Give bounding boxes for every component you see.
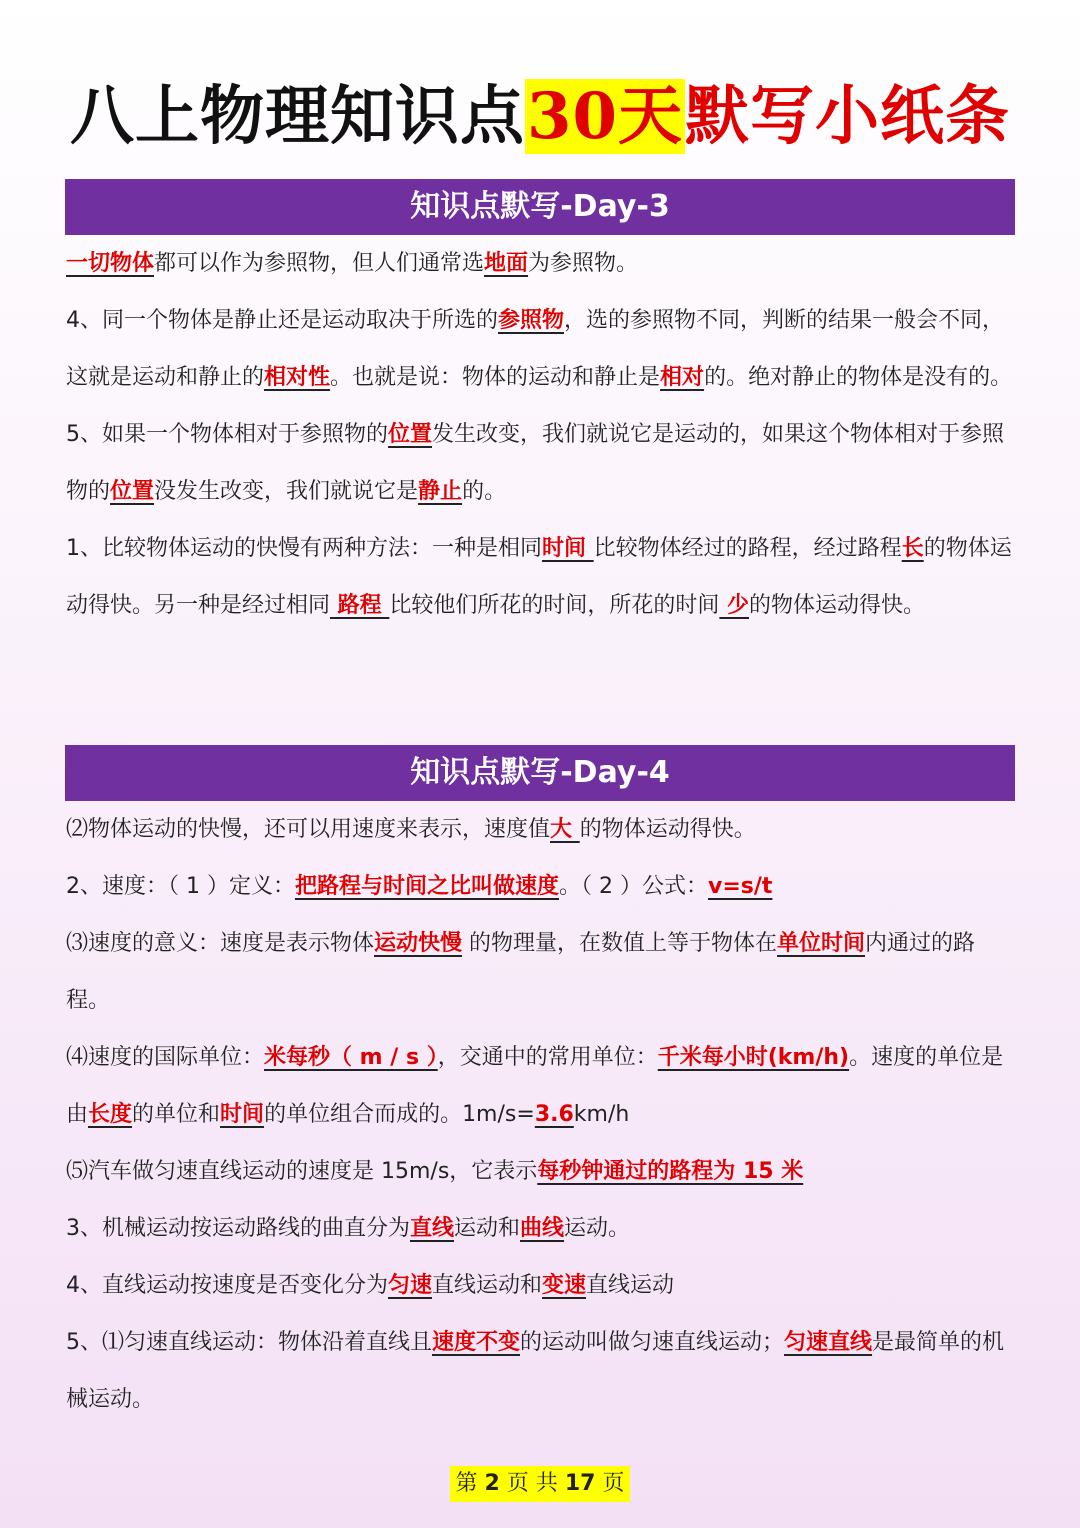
current-page-number: 2 [484,1471,500,1496]
text: ⑵物体运动的快慢，还可以用速度来表示，速度值 [66,817,551,842]
day4-content [66,801,1016,1428]
day3-line-1 [66,235,1016,292]
text: 是最简单的机械运动。 [66,1330,1005,1412]
title-highlight: 30天 [526,79,684,154]
text: 2、速度：（ 1 ）定义： [66,874,295,899]
answer: 长度 [88,1102,133,1127]
text: 没发生改变，我们就说它是 [154,479,419,504]
answer: 静止 [418,479,463,504]
text: 的运动叫做匀速直线运动； [520,1330,785,1355]
text: 的物理量，在数值上等于物体在 [462,931,778,956]
day4-line-3 [66,915,1016,1029]
day4-line-6 [66,1200,1016,1257]
text: 运动和 [454,1216,521,1241]
day4-line-5 [66,1143,1016,1200]
text: 4、直线运动按速度是否变化分为 [66,1273,388,1298]
text: 直线运动 [586,1273,675,1298]
text: km/h [573,1102,630,1127]
answer: 时间 [220,1102,265,1127]
answer: 路程 [330,593,390,618]
answer: 地面 [484,251,529,276]
text: 的物体运动得快。 [579,817,756,842]
answer: 长 [901,536,924,561]
day3-line-3 [66,406,1016,520]
answer: 时间 [542,536,594,561]
text: 发生改变，我们就说它是运动的，如果这个物体相对于参照物的 [66,422,1005,504]
answer: 匀速直线 [784,1330,873,1355]
text: ⑶速度的意义：速度是表示物体 [66,931,375,956]
text: ，交通中的常用单位： [437,1045,658,1070]
answer: 3.6 [534,1102,574,1127]
answer: 速度不变 [432,1330,521,1355]
text: ，选的参照物不同，判断的结果一般会不同，这就是运动和静止的 [66,308,1005,390]
day3-content [66,235,1016,634]
text: 的。绝对静止的物体是没有的。 [704,365,1013,390]
day4-line-2 [66,858,1016,915]
answer: 相对性 [264,365,331,390]
day4-line-7 [66,1257,1016,1314]
day4-banner: 知识点默写-Day-4 [65,745,1015,801]
text: 的物体运动得快。另一种是经过相同 [66,536,1012,618]
text: ⑷速度的国际单位： [66,1045,265,1070]
text: 5、⑴匀速直线运动：物体沿着直线且 [66,1330,432,1355]
page-indicator [450,1466,631,1502]
text: 。（ 2 ）公式： [559,874,708,899]
answer: 匀速 [388,1273,433,1298]
answer: 每秒钟通过的路程为 15 米 [537,1159,804,1184]
text: 3、机械运动按运动路线的曲直分为 [66,1216,410,1241]
text: 的物体运动得快。 [749,593,926,618]
answer: 少 [719,593,750,618]
total-page-number: 17 [564,1471,596,1496]
answer: 位置 [388,422,433,447]
text: 。也就是说：物体的运动和静止是 [330,365,661,390]
answer: 参照物 [498,308,565,333]
answer: 千米每小时(km/h) [657,1045,850,1070]
answer: 大 [550,817,580,842]
text: 的。 [462,479,507,504]
text: 运动。 [564,1216,631,1241]
day4-line-4 [66,1029,1016,1143]
text: 都可以作为参照物，但人们通常选 [154,251,485,276]
day3-line-4 [66,520,1016,634]
footer-text: 第 [455,1471,485,1496]
text: 的单位和 [132,1102,221,1127]
text: 为参照物。 [528,251,639,276]
text: 5、如果一个物体相对于参照物的 [66,422,388,447]
text: 4、同一个物体是静止还是运动取决于所选的 [66,308,498,333]
text: 比较他们所花的时间，所花的时间 [389,593,720,618]
text: 内通过的路程。 [66,931,976,1013]
answer: v=s/t [707,874,773,899]
day3-banner: 知识点默写-Day-3 [65,179,1015,235]
answer: 运动快慢 [374,931,463,956]
answer: 相对 [660,365,705,390]
answer: 直线 [410,1216,455,1241]
day4-line-1 [66,801,1016,858]
answer: 一切物体 [66,251,155,276]
answer: 变速 [542,1273,587,1298]
answer: 位置 [110,479,155,504]
title-part1: 八上物理知识点 [69,79,525,154]
text: 1、比较物体运动的快慢有两种方法：一种是相同 [66,536,542,561]
answer: 米每秒（ m / s ） [264,1045,438,1070]
text: 比较物体经过的路程，经过路程 [593,536,902,561]
text: ⑸汽车做匀速直线运动的速度是 15m/s，它表示 [66,1159,538,1184]
answer: 单位时间 [777,931,866,956]
title-part2: 默写小纸条 [685,79,1011,154]
footer-text: 页 共 [499,1471,565,1496]
text: 。速度的单位是由 [66,1045,1004,1127]
answer: 曲线 [520,1216,565,1241]
text: 直线运动和 [432,1273,543,1298]
footer-text: 页 [595,1471,625,1496]
text: 的单位组合而成的。1m/s= [264,1102,535,1127]
day3-line-2 [66,292,1016,406]
page-title [0,62,1080,172]
answer: 把路程与时间之比叫做速度 [294,874,559,899]
page-footer [0,1466,1080,1502]
day4-line-8 [66,1314,1016,1428]
